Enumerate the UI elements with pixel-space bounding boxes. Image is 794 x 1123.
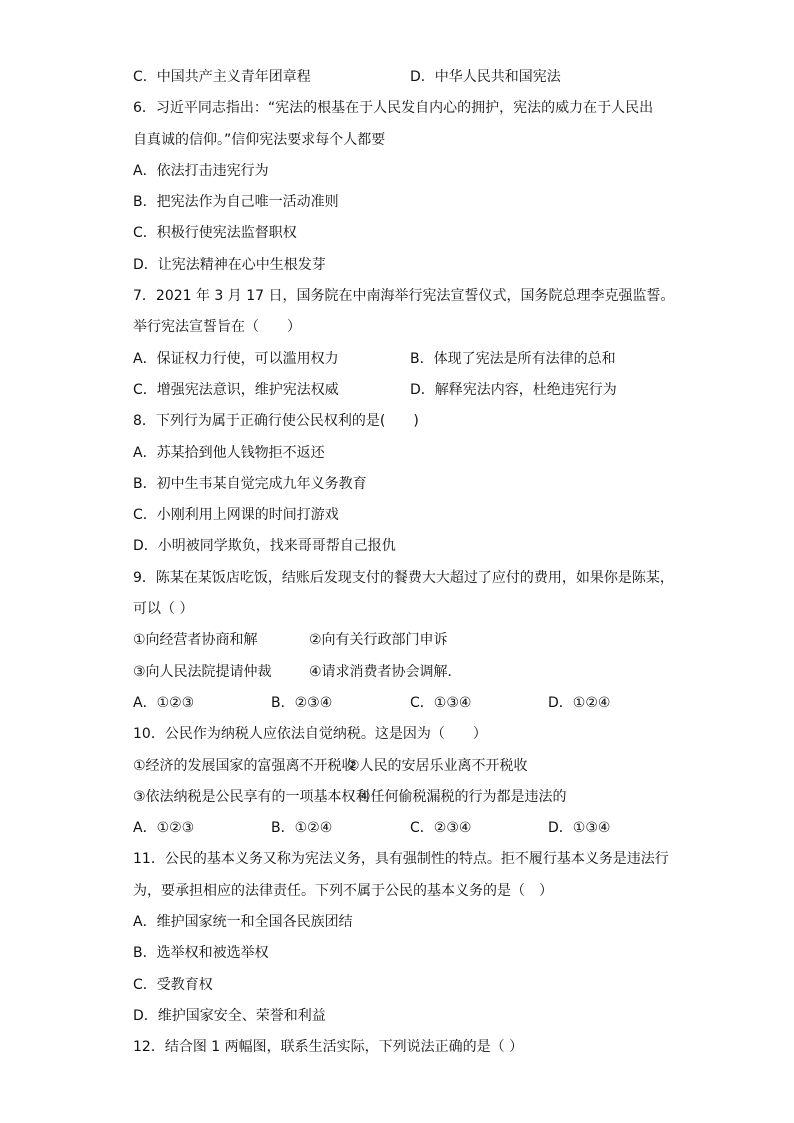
q11-option-b: B．选举权和被选举权 bbox=[133, 945, 269, 962]
q11-option-c: C．受教育权 bbox=[133, 976, 213, 993]
q7-option-b: B．体现了宪法是所有法律的总和 bbox=[410, 350, 616, 367]
q10-item-4: ④任何偷税漏税的行为都是违法的 bbox=[358, 788, 567, 805]
q10-option-c: C．②③④ bbox=[410, 820, 472, 837]
q9-items-34 bbox=[133, 657, 734, 688]
q10-option-a: A．①②③ bbox=[133, 820, 195, 837]
q9-options bbox=[133, 688, 734, 719]
q11-stem-line1: 11．公民的基本义务又称为宪法义务，具有强制性的特点。拒不履行基本义务是违法行 bbox=[133, 851, 669, 868]
q9-item-2: ②向有关行政部门申诉 bbox=[309, 632, 448, 649]
q8-option-b: B．初中生韦某自觉完成九年义务教育 bbox=[133, 475, 367, 492]
q10-items-34 bbox=[133, 782, 734, 813]
q8-stem: 8．下列行为属于正确行使公民权利的是( ) bbox=[133, 413, 419, 430]
q9-option-d: D．①②④ bbox=[548, 694, 611, 711]
q10-item-1: ①经济的发展国家的富强离不开税收 bbox=[133, 757, 356, 774]
q6-stem-line2: 自真诚的信仰。”信仰宪法要求每个人都要 bbox=[133, 131, 386, 148]
q8-option-d: D．小明被同学欺负，找来哥哥帮自己报仇 bbox=[133, 538, 396, 555]
q5-options-cd bbox=[133, 62, 734, 93]
q9-stem-line1: 9．陈某在某饭店吃饭，结账后发现支付的餐费大大超过了应付的费用，如果你是陈某， bbox=[133, 569, 674, 586]
q6-stem-line1: 6．习近平同志指出：“宪法的根基在于人民发自内心的拥护，宪法的威力在于人民出 bbox=[133, 100, 654, 117]
q6-option-a: A．依法打击违宪行为 bbox=[133, 162, 269, 179]
q6-option-b: B．把宪法作为自己唯一活动准则 bbox=[133, 194, 339, 211]
q10-item-2: ②人民的安居乐业离不开税收 bbox=[347, 757, 528, 774]
q6-option-d: D．让宪法精神在心中生根发芽 bbox=[133, 256, 326, 273]
q9-stem-line2: 可以（ ） bbox=[133, 601, 194, 618]
q11-stem-line2: 为，要承担相应的法律责任。下列不属于公民的基本义务的是（ ） bbox=[133, 882, 553, 899]
q10-item-3: ③依法纳税是公民享有的一项基本权利 bbox=[133, 788, 370, 805]
q9-option-a: A．①②③ bbox=[133, 694, 195, 711]
q7-option-d: D．解释宪法内容，杜绝违宪行为 bbox=[410, 381, 617, 398]
q7-option-a: A．保证权力行使，可以滥用权力 bbox=[133, 350, 339, 367]
q7-options-cd bbox=[133, 375, 734, 406]
q11-option-d: D．维护国家安全、荣誉和利益 bbox=[133, 1007, 326, 1024]
q9-items-12 bbox=[133, 625, 734, 656]
q10-options bbox=[133, 813, 734, 844]
q7-option-c: C．增强宪法意识，维护宪法权威 bbox=[133, 381, 339, 398]
q10-items-12 bbox=[133, 751, 734, 782]
q9-item-4: ④请求消费者协会调解． bbox=[309, 663, 462, 680]
q10-option-b: B．①②④ bbox=[271, 820, 333, 837]
q9-item-1: ①向经营者协商和解 bbox=[133, 632, 258, 649]
q9-option-c: C．①③④ bbox=[410, 694, 472, 711]
q5-option-c: C．中国共产主义青年团章程 bbox=[133, 69, 311, 85]
q11-option-a: A．维护国家统一和全国各民族团结 bbox=[133, 914, 353, 931]
q8-option-c: C．小刚利用上网课的时间打游戏 bbox=[133, 507, 339, 524]
q10-option-d: D．①③④ bbox=[548, 820, 611, 837]
q12-stem: 12．结合图 1 两幅图，联系生活实际，下列说法正确的是（ ） bbox=[133, 1039, 524, 1056]
q10-stem: 10．公民作为纳税人应依法自觉纳税。这是因为（ ） bbox=[133, 726, 487, 743]
q7-stem-line2: 举行宪法宣誓旨在（ ） bbox=[133, 319, 301, 336]
q6-option-c: C．积极行使宪法监督职权 bbox=[133, 225, 297, 242]
q5-option-d: D．中华人民共和国宪法 bbox=[410, 69, 561, 85]
q7-stem-line1: 7．2021 年 3 月 17 日，国务院在中南海举行宪法宣誓仪式，国务院总理李克强监誓。 bbox=[133, 288, 675, 305]
q7-options-ab bbox=[133, 344, 734, 375]
q9-item-3: ③向人民法院提请仲裁 bbox=[133, 663, 272, 680]
q9-option-b: B．②③④ bbox=[271, 694, 333, 711]
q8-option-a: A．苏某拾到他人钱物拒不返还 bbox=[133, 444, 325, 461]
